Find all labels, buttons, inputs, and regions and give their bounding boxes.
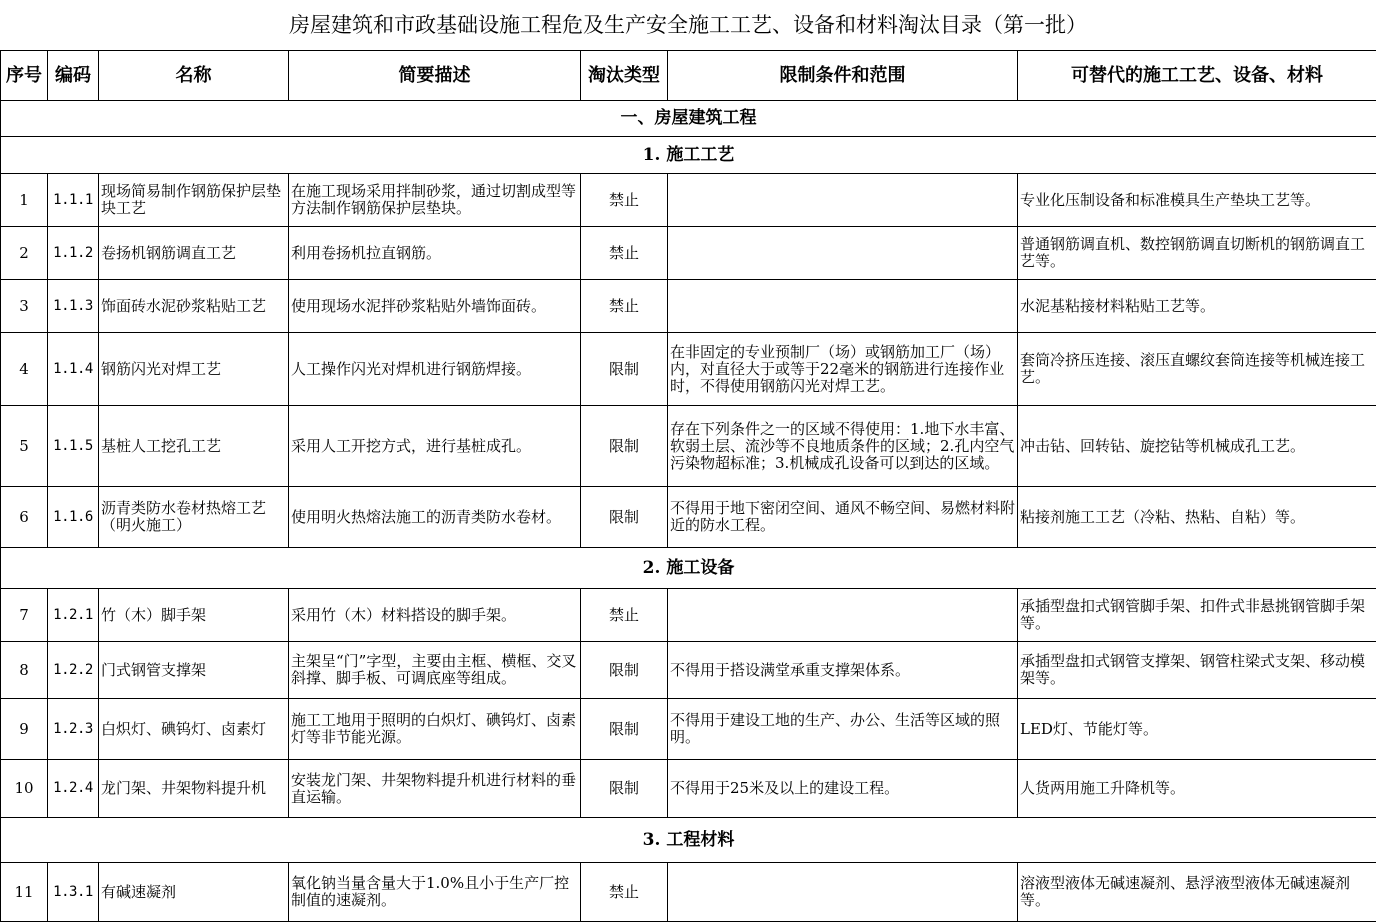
cell-limits	[668, 589, 1018, 642]
cell-type: 禁止	[581, 863, 668, 922]
table-row	[1, 227, 1376, 280]
cell-limits: 不得用于搭设满堂承重支撑架体系。	[668, 642, 1018, 699]
cell-limits	[668, 280, 1018, 333]
cell-name: 钢筋闪光对焊工艺	[99, 333, 289, 406]
table-row	[1, 406, 1376, 487]
cell-description: 在施工现场采用拌制砂浆，通过切割成型等方法制作钢筋保护层垫块。	[289, 174, 581, 227]
cell-description: 采用竹（木）材料搭设的脚手架。	[289, 589, 581, 642]
cell-alternatives: 粘接剂施工工艺（冷粘、热粘、自粘）等。	[1018, 487, 1376, 548]
cell-no: 7	[1, 589, 48, 642]
cell-alternatives: 承插型盘扣式钢管脚手架、扣件式非悬挑钢管脚手架等。	[1018, 589, 1376, 642]
cell-name: 沥青类防水卷材热熔工艺（明火施工）	[99, 487, 289, 548]
cell-code: 1.1.5	[48, 406, 99, 487]
cell-limits	[668, 227, 1018, 280]
cell-description: 施工工地用于照明的白炽灯、碘钨灯、卤素灯等非节能光源。	[289, 699, 581, 760]
section-row	[1, 137, 1376, 174]
cell-limits	[668, 174, 1018, 227]
cell-description: 利用卷扬机拉直钢筋。	[289, 227, 581, 280]
header-alternatives: 可替代的施工工艺、设备、材料	[1018, 51, 1376, 101]
table-row	[1, 642, 1376, 699]
cell-code: 1.1.3	[48, 280, 99, 333]
section-row	[1, 818, 1376, 863]
header-limits: 限制条件和范围	[668, 51, 1018, 101]
table-row	[1, 699, 1376, 760]
cell-code: 1.2.4	[48, 760, 99, 818]
cell-limits: 不得用于建设工地的生产、办公、生活等区域的照明。	[668, 699, 1018, 760]
cell-no: 4	[1, 333, 48, 406]
cell-no: 2	[1, 227, 48, 280]
page-title: 房屋建筑和市政基础设施工程危及生产安全施工工艺、设备和材料淘汰目录（第一批）	[0, 0, 1376, 50]
section-title: 1. 施工工艺	[1, 137, 1376, 174]
header-type: 淘汰类型	[581, 51, 668, 101]
cell-code: 1.1.1	[48, 174, 99, 227]
cell-description: 主架呈“门”字型，主要由主框、横框、交叉斜撑、脚手板、可调底座等组成。	[289, 642, 581, 699]
cell-alternatives: 冲击钻、回转钻、旋挖钻等机械成孔工艺。	[1018, 406, 1376, 487]
cell-limits: 存在下列条件之一的区域不得使用：1.地下水丰富、软弱土层、流沙等不良地质条件的区域；2.孔内空气污染物超标准；3.机械成孔设备可以到达的区域。	[668, 406, 1018, 487]
cell-code: 1.2.1	[48, 589, 99, 642]
elimination-table	[0, 50, 1376, 922]
cell-limits: 在非固定的专业预制厂（场）或钢筋加工厂（场）内，对直径大于或等于22毫米的钢筋进行连接作业时，不得使用钢筋闪光对焊工艺。	[668, 333, 1018, 406]
cell-code: 1.3.1	[48, 863, 99, 922]
cell-no: 1	[1, 174, 48, 227]
cell-description: 人工操作闪光对焊机进行钢筋焊接。	[289, 333, 581, 406]
cell-no: 10	[1, 760, 48, 818]
table-row	[1, 174, 1376, 227]
cell-type: 限制	[581, 642, 668, 699]
table-row	[1, 863, 1376, 922]
cell-no: 5	[1, 406, 48, 487]
table-row	[1, 280, 1376, 333]
header-description: 简要描述	[289, 51, 581, 101]
table-row	[1, 333, 1376, 406]
cell-no: 3	[1, 280, 48, 333]
cell-alternatives: 承插型盘扣式钢管支撑架、钢管柱梁式支架、移动模架等。	[1018, 642, 1376, 699]
cell-type: 限制	[581, 487, 668, 548]
cell-description: 氧化钠当量含量大于1.0%且小于生产厂控制值的速凝剂。	[289, 863, 581, 922]
section-row	[1, 548, 1376, 589]
section-title: 3. 工程材料	[1, 818, 1376, 863]
cell-alternatives: 专业化压制设备和标准模具生产垫块工艺等。	[1018, 174, 1376, 227]
cell-name: 竹（木）脚手架	[99, 589, 289, 642]
cell-name: 基桩人工挖孔工艺	[99, 406, 289, 487]
cell-name: 卷扬机钢筋调直工艺	[99, 227, 289, 280]
table-row	[1, 589, 1376, 642]
main-section-row	[1, 101, 1376, 137]
cell-limits	[668, 863, 1018, 922]
cell-description: 采用人工开挖方式，进行基桩成孔。	[289, 406, 581, 487]
cell-code: 1.1.6	[48, 487, 99, 548]
cell-alternatives: 套筒冷挤压连接、滚压直螺纹套筒连接等机械连接工艺。	[1018, 333, 1376, 406]
cell-type: 禁止	[581, 174, 668, 227]
cell-description: 安装龙门架、井架物料提升机进行材料的垂直运输。	[289, 760, 581, 818]
header-row	[1, 51, 1376, 101]
header-code: 编码	[48, 51, 99, 101]
cell-code: 1.2.3	[48, 699, 99, 760]
cell-type: 禁止	[581, 227, 668, 280]
cell-no: 9	[1, 699, 48, 760]
cell-type: 限制	[581, 760, 668, 818]
cell-code: 1.1.4	[48, 333, 99, 406]
cell-type: 限制	[581, 699, 668, 760]
table-row	[1, 760, 1376, 818]
cell-no: 6	[1, 487, 48, 548]
cell-name: 白炽灯、碘钨灯、卤素灯	[99, 699, 289, 760]
cell-alternatives: LED灯、节能灯等。	[1018, 699, 1376, 760]
cell-alternatives: 人货两用施工升降机等。	[1018, 760, 1376, 818]
cell-type: 禁止	[581, 589, 668, 642]
cell-no: 11	[1, 863, 48, 922]
cell-alternatives: 水泥基粘接材料粘贴工艺等。	[1018, 280, 1376, 333]
cell-name: 现场简易制作钢筋保护层垫块工艺	[99, 174, 289, 227]
cell-alternatives: 溶液型液体无碱速凝剂、悬浮液型液体无碱速凝剂等。	[1018, 863, 1376, 922]
cell-code: 1.1.2	[48, 227, 99, 280]
cell-name: 龙门架、井架物料提升机	[99, 760, 289, 818]
cell-type: 限制	[581, 333, 668, 406]
cell-name: 饰面砖水泥砂浆粘贴工艺	[99, 280, 289, 333]
cell-type: 禁止	[581, 280, 668, 333]
cell-description: 使用现场水泥拌砂浆粘贴外墙饰面砖。	[289, 280, 581, 333]
cell-code: 1.2.2	[48, 642, 99, 699]
cell-alternatives: 普通钢筋调直机、数控钢筋调直切断机的钢筋调直工艺等。	[1018, 227, 1376, 280]
cell-no: 8	[1, 642, 48, 699]
cell-name: 有碱速凝剂	[99, 863, 289, 922]
header-no: 序号	[1, 51, 48, 101]
cell-name: 门式钢管支撑架	[99, 642, 289, 699]
header-name: 名称	[99, 51, 289, 101]
cell-description: 使用明火热熔法施工的沥青类防水卷材。	[289, 487, 581, 548]
cell-limits: 不得用于地下密闭空间、通风不畅空间、易燃材料附近的防水工程。	[668, 487, 1018, 548]
cell-type: 限制	[581, 406, 668, 487]
main-section-title: 一、房屋建筑工程	[1, 101, 1376, 137]
cell-limits: 不得用于25米及以上的建设工程。	[668, 760, 1018, 818]
table-row	[1, 487, 1376, 548]
section-title: 2. 施工设备	[1, 548, 1376, 589]
